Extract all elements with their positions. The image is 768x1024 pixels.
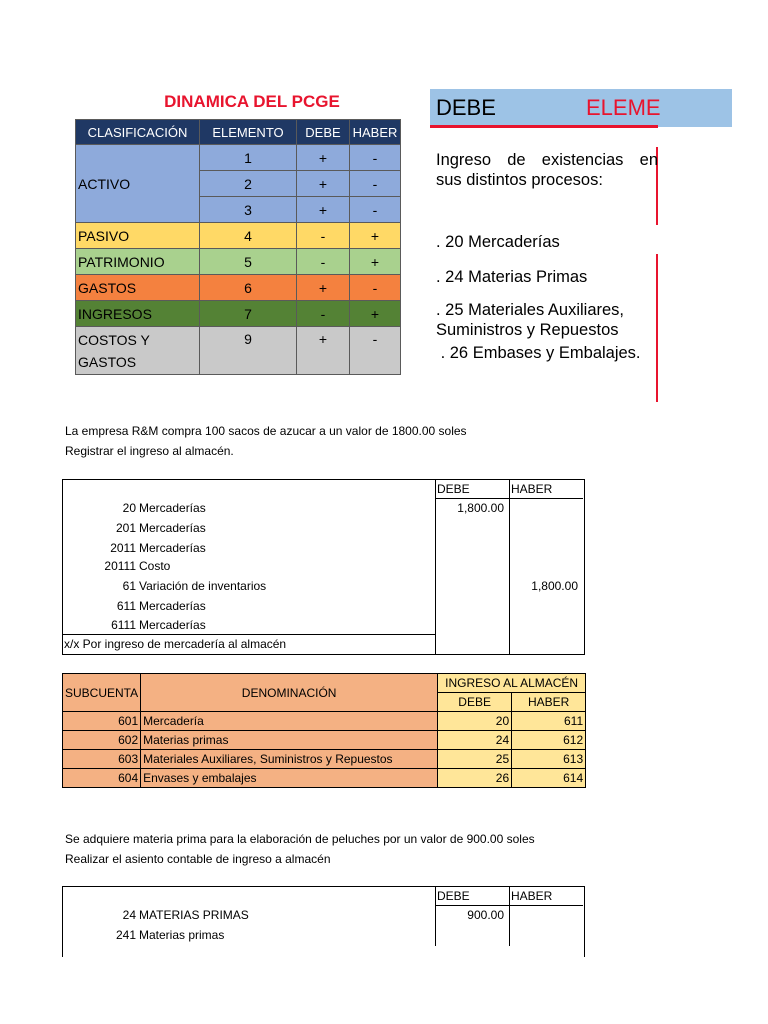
- sidebox-line1: Ingreso de existencias en: [436, 151, 658, 169]
- subcuenta-cell: 601: [63, 712, 141, 731]
- sidebox-item-24: . 24 Materias Primas: [436, 268, 588, 286]
- exercise2-line2: Realizar el asiento contable de ingreso a almacén: [65, 852, 331, 866]
- debe-cell: 26: [438, 769, 512, 788]
- exercise1-line2: Registrar el ingreso al almacén.: [65, 444, 234, 458]
- account-code: 611: [116, 599, 136, 613]
- debe-cell: 24: [438, 731, 512, 750]
- exercise1-line1: La empresa R&M compra 100 sacos de azucar a un valor de 1800.00 soles: [65, 424, 467, 438]
- header-debe: DEBE: [438, 693, 512, 712]
- debe-cell: 25: [438, 750, 512, 769]
- haber-cell: 614: [512, 769, 586, 788]
- debe-label: DEBE: [436, 95, 496, 120]
- clasificacion-ingresos: INGRESOS: [76, 301, 200, 327]
- elemento-cell: 3: [200, 197, 297, 223]
- account-code: 241: [115, 928, 136, 942]
- account-name: Mercaderías: [139, 521, 206, 535]
- costos-line2: GASTOS: [78, 354, 137, 370]
- haber-cell: -: [350, 145, 401, 171]
- haber-cell: +: [350, 223, 401, 249]
- costos-line1: COSTOS Y: [78, 332, 150, 348]
- sidebox-item-25b: Suministros y Repuestos: [436, 321, 619, 339]
- header-clasificacion: CLASIFICACIÓN: [76, 120, 200, 145]
- journal1-haber-header: HABER: [511, 482, 553, 496]
- debe-cell: 20: [438, 712, 512, 731]
- journal1-gloss-line: [63, 634, 436, 635]
- table-row: [63, 712, 586, 731]
- exercise2-line1: Se adquiere materia prima para la elaboración de peluches por un valor de 900.00 soles: [65, 832, 535, 846]
- sidebox-item-25a: . 25 Materiales Auxiliares,: [436, 301, 625, 319]
- sidebox-line2: sus distintos procesos:: [436, 171, 603, 189]
- account-code: 24: [122, 908, 136, 922]
- header-ingreso-almacen: INGRESO AL ALMACÉN: [438, 674, 586, 693]
- account-code: 20: [122, 501, 136, 515]
- account-name: Mercaderías: [139, 599, 206, 613]
- debe-cell: -: [297, 223, 350, 249]
- account-code: 20111: [104, 559, 136, 573]
- journal1-debe-header: DEBE: [437, 482, 470, 496]
- elemento-cell: 2: [200, 171, 297, 197]
- haber-cell: 613: [512, 750, 586, 769]
- debe-cell: +: [297, 171, 350, 197]
- account-name: Materias primas: [139, 928, 225, 942]
- haber-cell: -: [350, 171, 401, 197]
- table-row: [63, 769, 586, 788]
- journal1-haber-divider: [509, 479, 510, 654]
- header-subcuenta: SUBCUENTA: [63, 674, 141, 712]
- red-underline: [430, 125, 658, 128]
- account-name: Costo: [139, 559, 171, 573]
- pcge-table: [75, 119, 401, 375]
- account-code: 6111: [111, 618, 136, 632]
- elemento-cell: 4: [200, 223, 297, 249]
- sidebox-item-26: . 26 Embases y Embalajes.: [436, 344, 641, 362]
- table-row: [63, 750, 586, 769]
- clasificacion-patrimonio: PATRIMONIO: [76, 249, 200, 275]
- journal1-gloss: x/x Por ingreso de mercadería al almacén: [64, 637, 287, 651]
- denominacion-cell: Materiales Auxiliares, Suministros y Repuestos: [141, 750, 438, 769]
- account-code: 201: [115, 521, 136, 535]
- account-name: Variación de inventarios: [139, 579, 267, 593]
- clasificacion-gastos: GASTOS: [76, 275, 200, 301]
- account-code: 2011: [110, 541, 136, 555]
- debe-cell: +: [297, 145, 350, 171]
- subcuenta-cell: 603: [63, 750, 141, 769]
- account-name: Mercaderías: [139, 618, 206, 632]
- denominacion-cell: Mercadería: [141, 712, 438, 731]
- haber-cell: 611: [512, 712, 586, 731]
- account-code: 61: [122, 579, 136, 593]
- account-name: Mercaderías: [139, 541, 206, 555]
- haber-cell: -: [350, 197, 401, 223]
- clasificacion-activo: ACTIVO: [76, 145, 200, 223]
- header-elemento: ELEMENTO: [200, 120, 297, 145]
- haber-cell: 612: [512, 731, 586, 750]
- pcge-title: DINAMICA DEL PCGE: [164, 92, 340, 111]
- debe-amount: 900.00: [467, 908, 504, 922]
- debe-cell: -: [297, 301, 350, 327]
- subcuentas-table: [62, 673, 586, 788]
- red-divider-bottom: [656, 254, 658, 402]
- haber-amount: 1,800.00: [531, 579, 578, 593]
- journal2-debe-header: DEBE: [437, 889, 470, 903]
- haber-cell: +: [350, 301, 401, 327]
- debe-cell: +: [297, 275, 350, 301]
- elemento-cell: 9: [200, 327, 297, 375]
- journal2-haber-header: HABER: [511, 889, 553, 903]
- debe-cell: +: [297, 197, 350, 223]
- elemento-cell: 1: [200, 145, 297, 171]
- debe-cell: +: [297, 327, 350, 375]
- debe-cell: -: [297, 249, 350, 275]
- account-name: MATERIAS PRIMAS: [139, 908, 249, 922]
- journal2-haber-divider: [509, 886, 510, 946]
- sidebox-item-20: . 20 Mercaderías: [436, 233, 560, 251]
- header-haber: HABER: [512, 693, 586, 712]
- journal2-header-line: [435, 905, 583, 906]
- elemento-cell: 6: [200, 275, 297, 301]
- debe-amount: 1,800.00: [457, 501, 504, 515]
- clasificacion-costos: [76, 327, 200, 375]
- journal1-header-line: [435, 498, 583, 499]
- clasificacion-pasivo: PASIVO: [76, 223, 200, 249]
- header-haber: HABER: [350, 120, 401, 145]
- denominacion-cell: Materias primas: [141, 731, 438, 750]
- account-name: Mercaderías: [139, 501, 206, 515]
- eleme-label: ELEME: [586, 95, 661, 120]
- subcuenta-cell: 602: [63, 731, 141, 750]
- haber-cell: -: [350, 275, 401, 301]
- header-debe: DEBE: [297, 120, 350, 145]
- haber-cell: -: [350, 327, 401, 375]
- table-row: [63, 731, 586, 750]
- elemento-cell: 5: [200, 249, 297, 275]
- header-denominacion: DENOMINACIÓN: [141, 674, 438, 712]
- elemento-cell: 7: [200, 301, 297, 327]
- denominacion-cell: Envases y embalajes: [141, 769, 438, 788]
- haber-cell: +: [350, 249, 401, 275]
- subcuenta-cell: 604: [63, 769, 141, 788]
